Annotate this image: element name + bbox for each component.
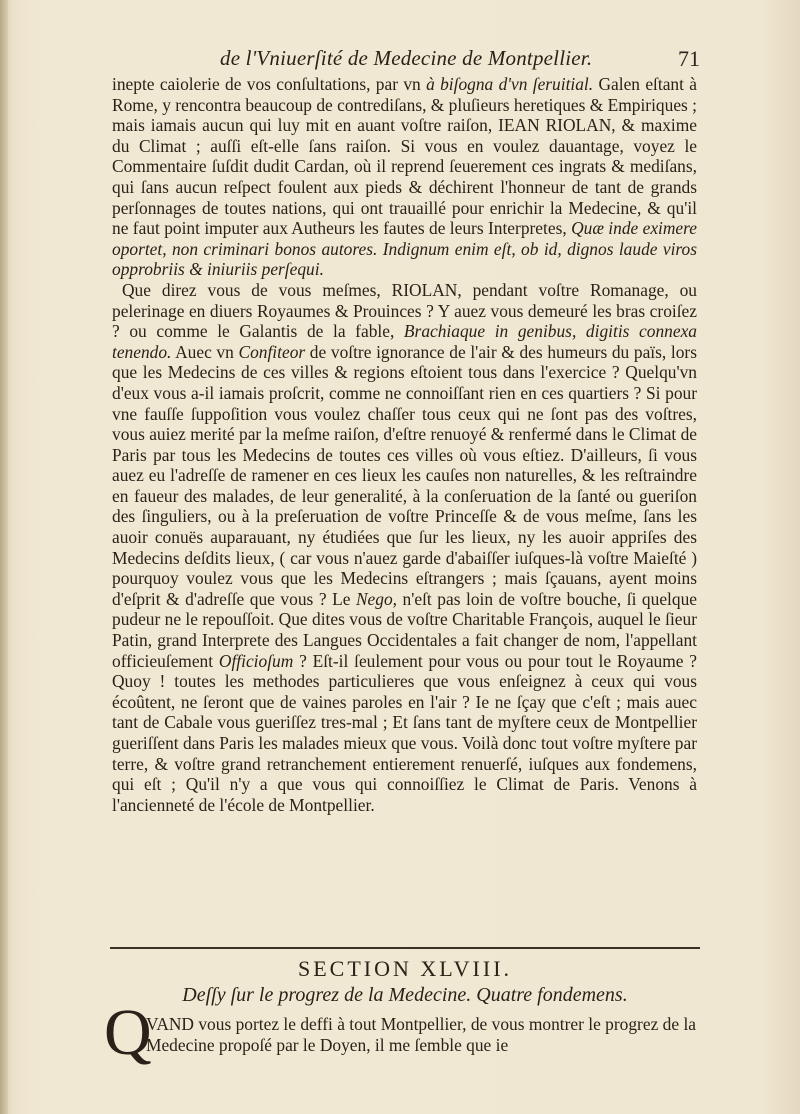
paragraph-1 [112, 74, 697, 280]
paragraph-2-italic-a: Brachiaque in genibus, digitis connexa tenendo. [112, 321, 697, 362]
paragraph-2-text-d: n'eſt pas loin de voſtre bouche, ſi quelque pudeur ne le repouſſoit. Que dites vous de voſtre Charitable François, auquel le ſieur Patin, grand Interprete des Langues Occidentales a fait changer de nom, l'appellant officieuſement [112, 588, 697, 671]
paragraph-2-italic-d: Officioſum [218, 650, 294, 671]
section-subtitle: Deſſy ſur le progrez de la Medecine. Quatre fondemens. [182, 984, 628, 1006]
section-paragraph [146, 1014, 696, 1056]
drop-cap: Q [104, 996, 152, 1069]
paragraph-1-italic-b: Quæ inde eximere oportet, non criminari bonos autores. Indignum enim eſt, ob id, dignos laude viros opprobriis & iniuriis perſequi. [112, 218, 697, 280]
paragraph-2-italic-b: Confiteor [238, 341, 306, 362]
section-divider [110, 947, 700, 949]
page-header [100, 46, 700, 76]
section-paragraph-text: VAND vous portez le deffi à tout Montpellier, de vous montrer le progrez de la Medecine propoſé par le Doyen, il me ſemble que ie [146, 1014, 696, 1055]
paragraph-2-text-e: ? Eſt-il ſeulement pour vous ou pour tout le Royaume ? Quoy ! toutes les methodes particulieres que vous enſeignez à ceux qui vous écoûtent, ne ſeront que de vaines paroles en l'air ? Ie ne ſçay que c'eſt ; mais auec tant de Cabale vous gueriſſez tres-mal ; Et ſans tant de myſtere ceux de Montpellier gueriſſent dans Paris les malades mieux que vous. Voilà donc tout voſtre myſtere par terre, & voſtre grand retranchement entierement renuerſé, iuſques aux fondemens, qui eſt ; Qu'il n'y a que vous qui connoiſſiez le Climat de Paris. Venons à l'ancienneté de l'école de Montpellier. [112, 650, 698, 815]
paragraph-1-italic-a: à biſogna d'vn ſeruitial. [426, 74, 594, 94]
section-heading: SECTION XLVIII. [297, 956, 513, 981]
paragraph-2 [112, 280, 697, 815]
running-title: de l'Vniuerſité de Medecine de Montpellier. [220, 46, 593, 70]
paragraph-2-italic-c: Nego, [355, 588, 398, 609]
page-number: 71 [678, 46, 700, 71]
paragraph-1-text-b: Galen eſtant à Rome, y rencontra beaucoup de contrediſans, & pluſieurs heretiques & Empiriques ; mais iamais aucun qui luy mit en auant voſtre raiſon, IEAN RIOLAN, & maxime du Climat ; auſſi eſt-elle ſans raiſon. Si vous en voulez dauantage, voyez le Commentaire ſuſdit dudit Cardan, où il reprend ſeuerement ces ingrats & mediſans, qui ſans aucun reſpect foulent aux pieds & déchirent l'honneur de tant de grands perſonnages de toutes nations, qui ont trauaillé pour enrichir la Medecine, & qu'il ne faut point imputer aux Autheurs les fautes de leurs Interpretes, [112, 74, 698, 239]
paragraph-2-text-a: Que direz vous de vous meſmes, RIOLAN, pendant voſtre Romanage, ou pelerinage en diuers Royaumes & Prouinces ? Y auez vous demeuré les bras croiſez ? ou comme le Galantis de la fable, [112, 279, 697, 342]
paragraph-2-text-b: Auec vn [171, 341, 239, 362]
paragraph-1-text-a: inepte caiolerie de vos conſultations, par vn [112, 74, 427, 94]
paragraph-2-text-c: de voſtre ignorance de l'air & des humeurs du païs, lors que les Medecins de ces villes & regions eſtoient tous dans l'exercice ? Quelqu'vn d'eux vous a-il iamais proſcrit, comme ne connoiſſant rien en ces quartiers ? Si pour vne fauſſe ſuppoſition vous voulez chaſſer tous ceux qui ne ſont pas des voſtres, vous auiez merité par la meſme raiſon, d'eſtre renuoyé & renfermé dans le Climat de Paris par tous les Medecins de toutes ces villes où vous eſtiez. D'ailleurs, ſi vous auez eu l'adreſſe de ramener en ces lieux les cauſes non naturelles, & les reſtraindre en faueur des malades, de leur generalité, à la conſeruation de la ſanté ou gueriſon des ſinguliers, ou à la preſeruation de voſtre Princeſſe & de vous meſme, ſans les auoir conuës auparauant, ny étudiées que ſur les lieux, ny les auoir appriſes des Medecins deſdits lieux, ( car vous n'auez garde d'abaiſſer iuſques-là voſtre Maieſté ) pourquoy voulez vous que les Medecins eſtrangers ; mais ſçauans, ayent moins d'eſprit & d'adreſſe que vous ? Le [112, 341, 698, 609]
body-text [112, 74, 697, 815]
page-binding-edge [0, 0, 8, 1114]
